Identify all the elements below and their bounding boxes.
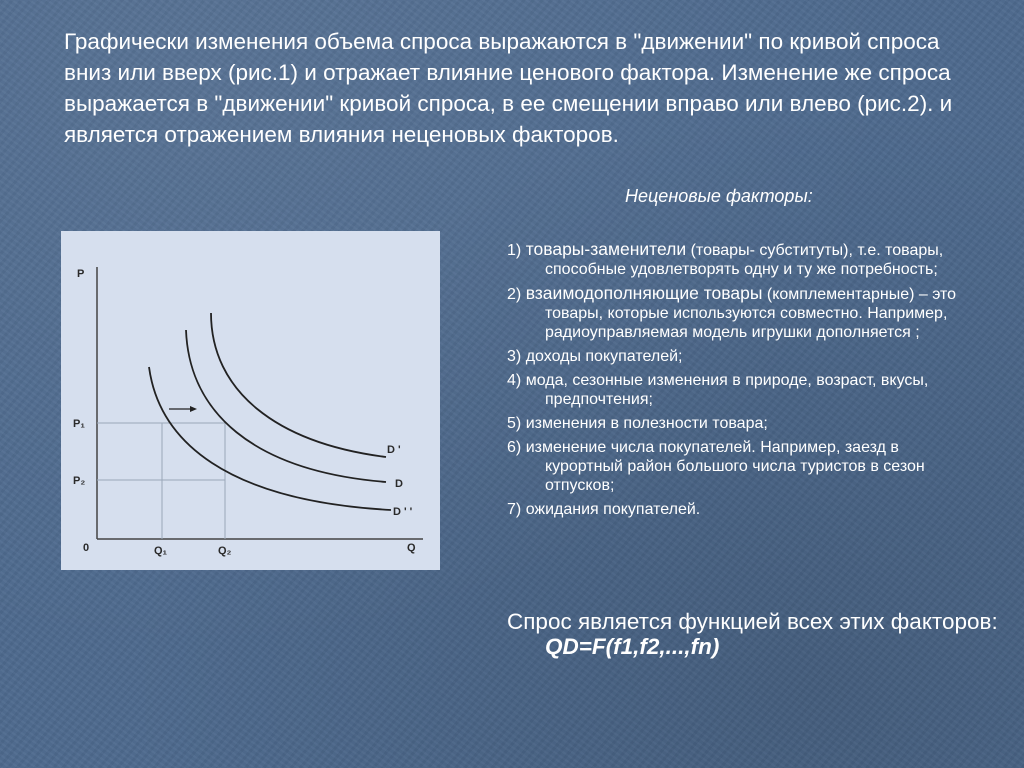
curve-d-double-prime-label: D ' ' [393,506,413,518]
factor-item [507,284,977,342]
curve-d-prime [211,313,386,457]
demand-shift-chart [61,231,440,570]
conclusion [507,609,1015,659]
factor-main: товары-заменители [525,239,687,259]
factor-item [507,240,977,279]
factor-number: 1) [507,242,522,259]
factor-text: изменение числа покупателей. Например, заезд в курортный район большого числа туристов в сезон отпусков; [525,439,925,494]
shift-arrow-head [190,406,197,412]
curve-d [186,330,386,482]
factors-heading: Неценовые факторы: [625,186,813,206]
p1-label: P₁ [73,418,85,430]
factor-item [507,414,977,433]
factor-text: мода, сезонные изменения в природе, возраст, вкусы, предпочтения; [525,372,929,408]
factor-text: ожидания покупателей. [525,501,701,518]
factors-list [507,240,977,524]
factor-item [507,371,977,409]
conclusion-text: Спрос является функцией всех этих факторов: [507,609,998,634]
origin-label: 0 [83,542,90,554]
q1-label: Q₁ [154,545,168,557]
factor-number: 4) [507,372,522,389]
curve-d-prime-label: D ' [387,444,401,456]
factor-text: изменения в полезности товара; [525,415,768,432]
curve-d-label: D [395,478,403,490]
x-axis-label: Q [407,542,416,554]
demand-formula: QD=F(f1,f2,...,fn) [545,634,720,659]
factor-number: 7) [507,501,522,518]
factor-item [507,438,977,495]
factor-main: взаимодополняющие товары [525,283,763,303]
curve-d-double-prime [149,367,391,510]
factor-text: (комплементарные) – это товары, которые используются совместно. Например, радиоуправляемая модель игрушки дополняется ; [545,286,957,341]
factor-number: 3) [507,348,522,365]
intro-paragraph: Графически изменения объема спроса выражаются в "движении" по кривой спроса вниз или вверх (рис.1) и отражает влияние ценового фактора. Изменение же спроса выражается в "движении" кривой спроса, в ее смещении вправо или влево (рис.2). и является отражением влияния неценовых факторов. [64,29,953,147]
y-axis-label: P [77,268,85,280]
q2-label: Q₂ [218,545,232,557]
factor-text: (товары- субституты), т.е. товары, способные удовлетворять одну и ту же потребность; [545,242,944,278]
chart-svg [61,231,440,570]
p2-label: P₂ [73,475,86,487]
factor-number: 5) [507,415,522,432]
factor-number: 6) [507,439,522,456]
factor-item [507,347,977,366]
factor-number: 2) [507,286,522,303]
factor-text: доходы покупателей; [525,348,683,365]
factor-item [507,500,977,519]
